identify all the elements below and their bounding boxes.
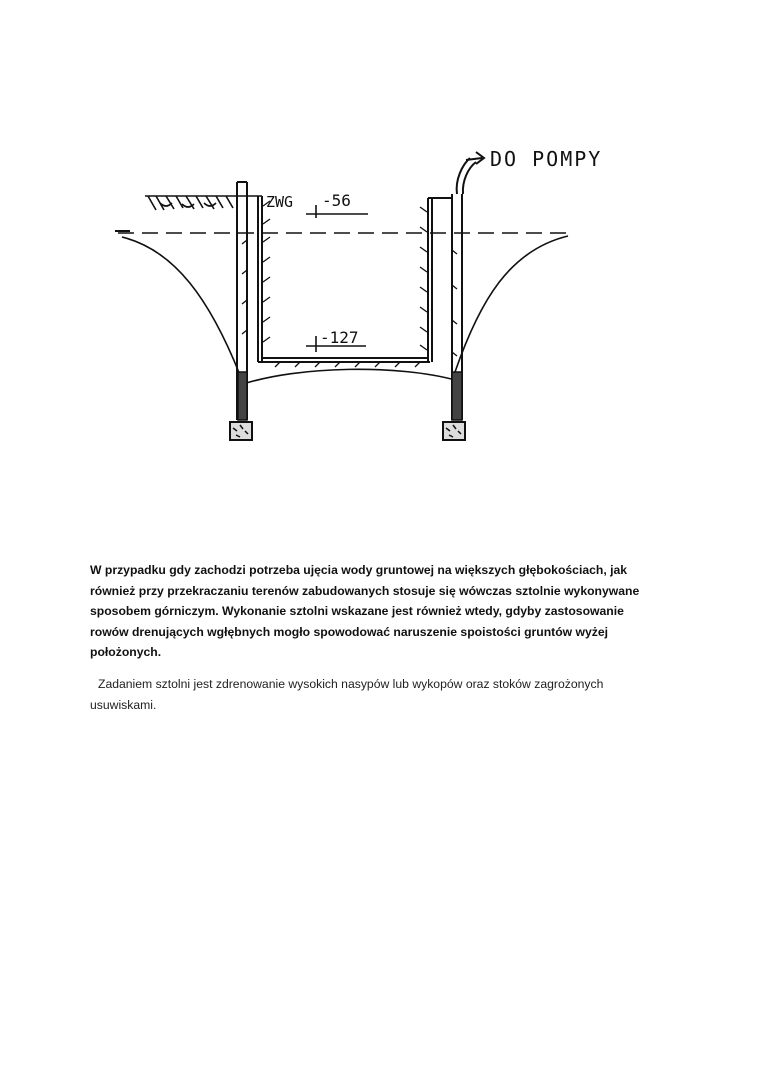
level-bottom-label: -127 xyxy=(320,328,359,347)
drainage-gallery-sketch xyxy=(0,0,760,470)
right-well-pipe xyxy=(443,158,476,440)
paragraph-drainage-gallery: W przypadku gdy zachodzi potrzeba ujęcia wody gruntowej na większych głębokościach, jak również przy przekraczaniu terenów zabudowanych stosuje się wówczas sztolnie wykonywane sposobem górniczym. Wykonanie sztolni wskazane jest również wtedy, gdyby zastosowanie rowów drenujących wgłębnych mogło spowodować naruszenie spoistości gruntów wyżej położonych. xyxy=(90,563,640,659)
level-top-label: -56 xyxy=(322,191,351,210)
paragraph-gallery-purpose: Zadaniem sztolni jest zdrenowanie wysokich nasypów lub wykopów oraz stoków zagrożonych usuwiskami. xyxy=(90,677,604,712)
pump-label: DO POMPY xyxy=(490,147,603,171)
zwg-label: ZWG xyxy=(266,193,294,211)
groundwater-level-line xyxy=(115,231,570,233)
left-well-pipe xyxy=(230,182,252,440)
ground-surface-hatching xyxy=(145,196,262,210)
